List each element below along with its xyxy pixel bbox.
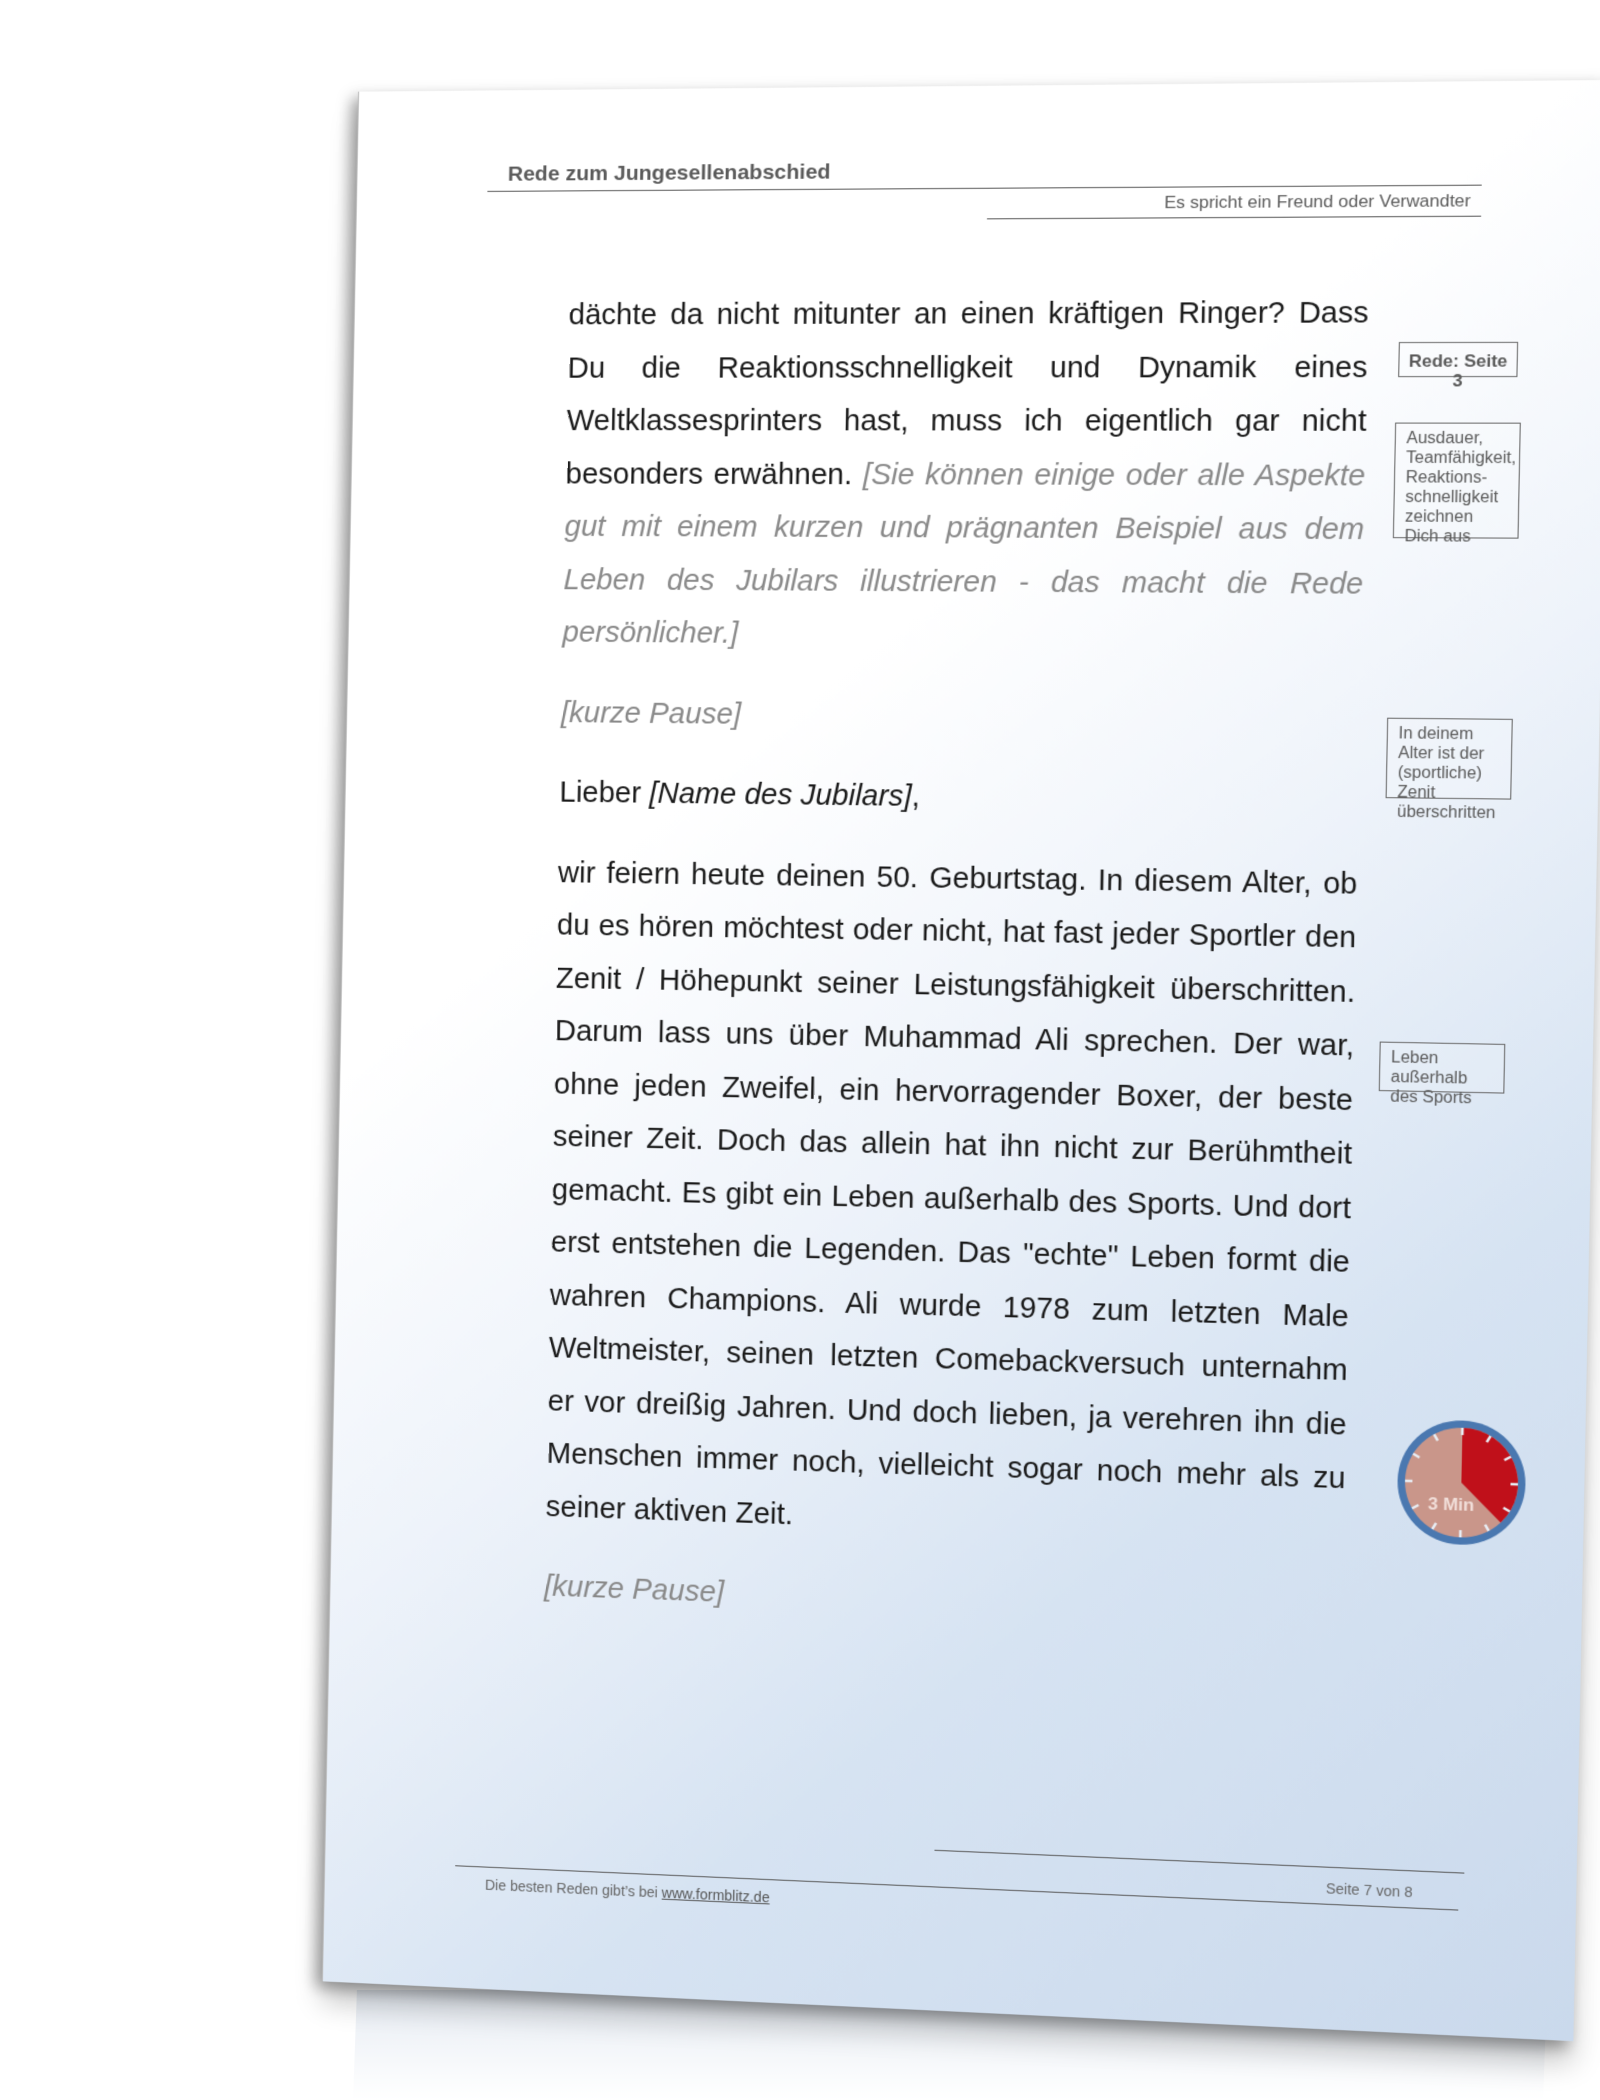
page-label-box: Rede: Seite 3 [1398,342,1518,377]
greeting-name: [Name des Jubilars] [648,777,912,813]
document-page [322,80,1600,2041]
margin-note-ausdauer: Ausdauer, Teamfähigkeit, Reaktions-schnelligkeit zeichnen Dich aus [1393,423,1521,539]
footer-credit [485,1877,770,1906]
footer-rule-right [934,1850,1464,1874]
paragraph-ali: wir feiern heute deinen 50. Geburtstag. In diesem Alter, ob du es hören möchtest oder nicht, hat fast jeder Sportler den Zenit / Höhepunkt seiner Leistungsfähigkeit überschritten. Darum lass uns über Muhammad Ali sprechen. Der war, ohne jeden Zweifel, ein hervorragender Boxer, der beste seiner Zeit. Doch das allein hat ihn nicht zur Berühmtheit gemacht. Es gibt ein Leben außerhalb des Sports. Und dort erst entstehen die Legenden. Das "echte" Leben formt die wahren Champions. Ali wurde 1978 zum letzten Male Weltmeister, seinen letzten Comebackversuch unternahm er vor dreißig Jahren. Und doch lieben, ja verehren ihn die Menschen immer noch, vielleicht sogar noch mehr als zu seiner aktiven Zeit. [545,856,1358,1531]
paragraph-ringer [562,286,1369,665]
footer-credit-text: Die besten Reden gibt’s bei [484,1876,662,1901]
speaker-hint: [Sie können einige oder alle Aspekte gut mit einem kurzen und prägnanten Beispiel aus dem Leben des Jubilars illustrieren - das macht die Rede persönlicher.] [562,458,1366,650]
timer-clock-icon [1391,1413,1532,1552]
clock-label: 3 Min [1427,1493,1475,1516]
footer-page-number: Seite 7 von 8 [1325,1880,1413,1901]
header-title: Rede zum Jungesellenabschied [507,160,831,186]
footer-credit-link[interactable]: www.formblitz.de [661,1884,770,1906]
greeting-suffix: , [911,780,921,814]
pause-note: [kurze Pause] [560,696,742,731]
greeting-prefix: Lieber [559,776,650,810]
margin-note-leben: Leben außerhalb des Sports [1379,1042,1506,1094]
header-rule-right [987,216,1481,220]
pause-note: [kurze Pause] [543,1570,725,1609]
header-subtitle: Es spricht ein Freund oder Verwandter [1164,190,1471,213]
greeting [559,766,1360,829]
speech-body [543,286,1369,1670]
margin-note-zenit: In deinem Alter ist der (sportliche) Zenit überschritten [1386,718,1513,800]
paragraph-text: dächte da nicht mitunter an einen kräftigen Ringer? Dass Du die Reaktionsschnelligkeit und Dynamik eines Weltklassesprinters hast, muss ich eigentlich gar nicht besonders erwähnen. [565,296,1369,491]
